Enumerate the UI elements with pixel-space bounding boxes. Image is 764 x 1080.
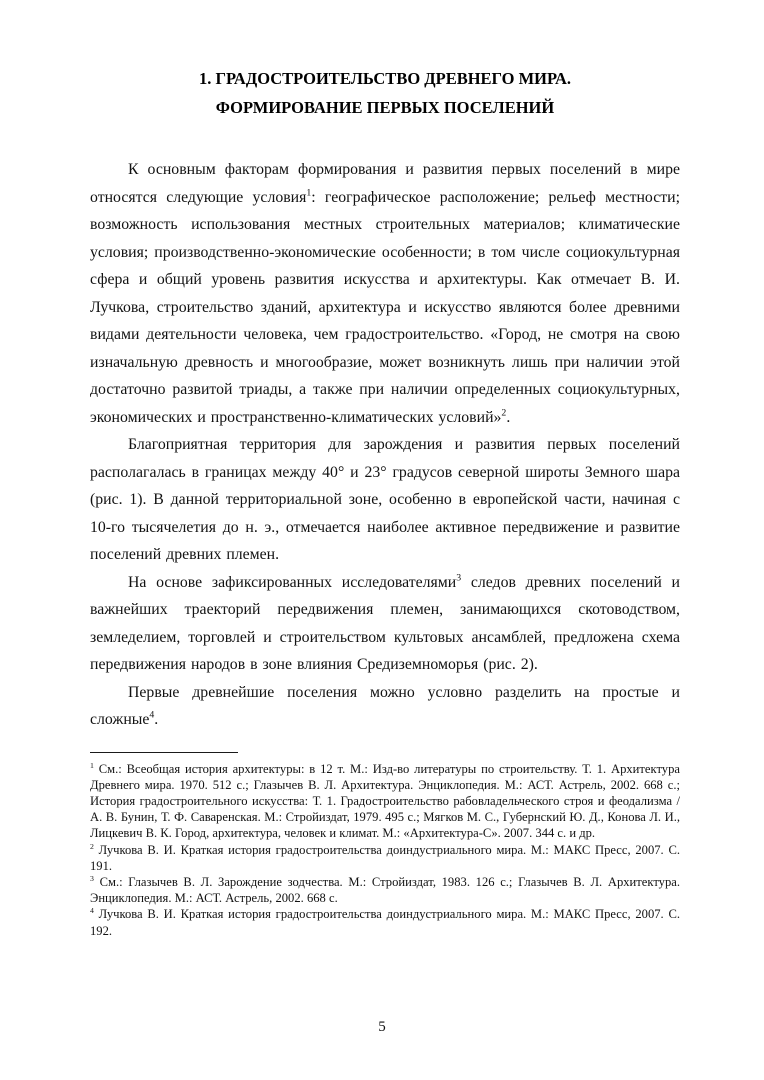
footnote xyxy=(90,842,680,874)
footnote-ref: 1 xyxy=(306,187,312,199)
text-run: Лучкова В. И. Краткая история градостроительства доиндустриального мира. М.: МАКС Пресс, 2007. С. 191. xyxy=(90,842,680,873)
title-line-1: 1. ГРАДОСТРОИТЕЛЬСТВО ДРЕВНЕГО МИРА. xyxy=(198,69,572,88)
text-run: . xyxy=(506,408,511,426)
text-run: См.: Всеобщая история архитектуры: в 12 т. М.: Изд-во литературы по строительству. Т. 1. Архитектура Древнего мира. 1970. 512 с.; Глазычев В. Л. Архитектура. Энциклопедия. М.: АСТ. Астрель, 2002. 668 с.; История градостроительного искусства: Т. 1. Градостроительство рабовладельческого строя и феодализма / А. В. Бунин, Т. Ф. Саваренская. М.: Стройиздат, 1979. 495 с.; Мягков М. С., Губернский Ю. Д., Конова Л. И., Лицкевич В. К. Город, архитектура, человек и климат. М.: «Архитектура-С». 2007. 344 с. и др. xyxy=(90,761,680,841)
paragraph xyxy=(90,569,680,679)
footnote xyxy=(90,761,680,842)
footnote-ref: 2 xyxy=(501,407,507,419)
paragraph xyxy=(90,431,680,569)
footnote-separator xyxy=(90,752,238,753)
text-run: К основным факторам формирования и развития первых поселений в мире относятся следующие условия xyxy=(90,161,680,206)
footnote-ref: 3 xyxy=(456,572,462,584)
footnote-ref: 1 xyxy=(90,760,94,770)
paragraph xyxy=(90,679,680,734)
text-run: Благоприятная территория для зарождения и развития первых поселений располагалась в границах между 40° и 23° градусов северной широты Земного шара (рис. 1). В данной территориальной зоне, особенно в европейской части, начиная с 10-го тысячелетия до н. э., отмечается наиболее активное передвижение и развитие поселений древних племен. xyxy=(90,436,680,563)
text-run: : географическое расположение; рельеф местности; возможность использования местных строительных материалов; климатические условия; производственно-экономические особенности; в том числе социокультурная сфера и общий уровень развития искусства и архитектуры. Как отмечает В. И. Лучкова, строительство зданий, архитектура и искусство являются более древними видами деятельности человека, чем градостроительство. «Город, не смотря на свою изначальную древность и многообразие, может возникнуть лишь при наличии этой достаточно развитой триады, а также при наличии определенных социокультурных, экономических и пространственно-климатических условий» xyxy=(90,188,680,426)
footnote xyxy=(90,906,680,938)
footnote xyxy=(90,874,680,906)
footnotes-list xyxy=(90,761,680,939)
text-run: См.: Глазычев В. Л. Зарождение зодчества. М.: Стройиздат, 1983. 126 с.; Глазычев В. Л. Архитектура. Энциклопедия. М.: АСТ. Астрель, 2002. 668 с. xyxy=(90,874,680,906)
paragraph xyxy=(90,156,680,431)
page-number: 5 xyxy=(378,1019,386,1035)
footnote-ref: 2 xyxy=(90,841,94,851)
text-run: следов древних поселений и важнейших траекторий передвижения племен, занимающихся скотоводством, земледелием, торговлей и строительством культовых ансамблей, предложена схема передвижения народов в зоне влияния Средиземноморья (рис. 2). xyxy=(90,573,680,673)
page-title xyxy=(90,64,680,122)
text-run: На основе зафиксированных исследователями xyxy=(128,573,457,591)
footnote-ref: 3 xyxy=(90,873,94,883)
text-run: . xyxy=(154,711,159,728)
footnote-ref: 4 xyxy=(90,906,94,916)
footnote-ref: 4 xyxy=(149,709,155,721)
text-run: Лучкова В. И. Краткая история градостроительства доиндустриального мира. М.: МАКС Пресс, 2007. С. 192. xyxy=(90,907,680,938)
body-paragraphs xyxy=(90,156,680,734)
text-run: Первые древнейшие поселения можно условно разделить на простые и сложные xyxy=(90,683,680,728)
title-line-2: ФОРМИРОВАНИЕ ПЕРВЫХ ПОСЕЛЕНИЙ xyxy=(215,98,555,117)
